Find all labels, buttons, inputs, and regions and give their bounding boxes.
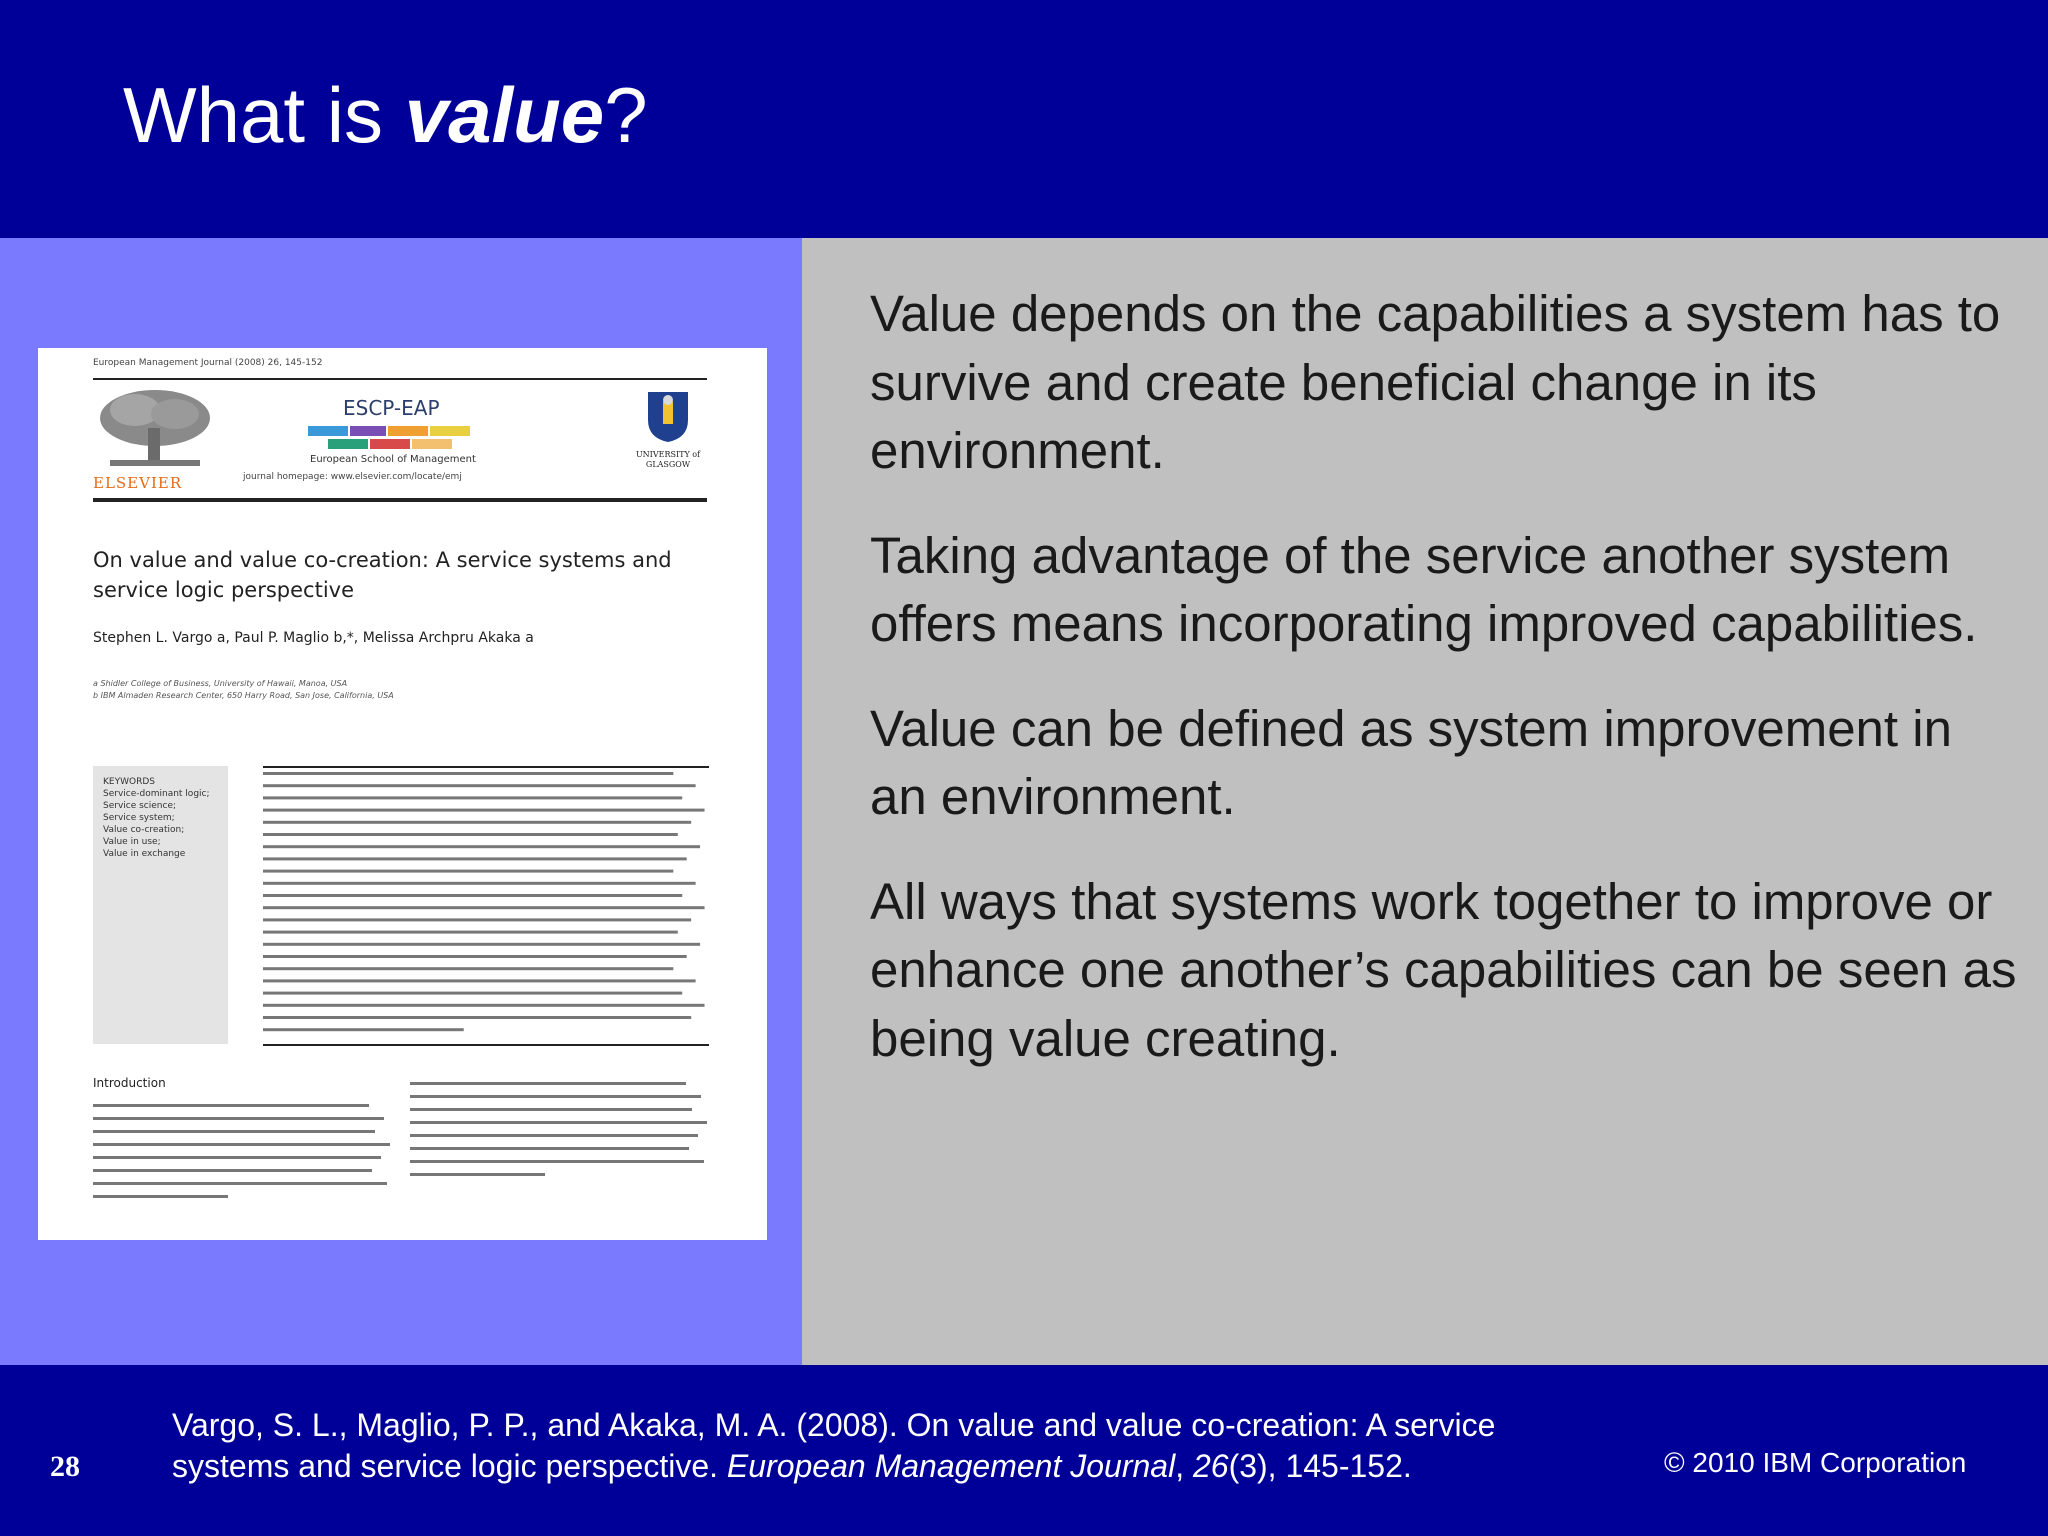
journal-homepage: journal homepage: www.elsevier.com/locate/emj	[243, 472, 462, 482]
keywords-list	[103, 776, 210, 860]
text-line	[263, 821, 691, 824]
school-name: European School of Management	[310, 454, 476, 465]
text-line	[263, 784, 696, 787]
keyword-item: Value co-creation;	[103, 825, 185, 835]
text-line	[93, 1182, 387, 1185]
citation-journal: European Management Journal	[726, 1448, 1176, 1484]
bullet-item: All ways that systems work together to improve or enhance one another’s capabilities can be seen as being value creating.	[870, 872, 2017, 1067]
affiliation-2: b IBM Almaden Research Center, 650 Harry Road, San Jose, California, USA	[93, 691, 394, 700]
text-line	[410, 1173, 545, 1176]
text-line	[410, 1095, 701, 1098]
text-line	[263, 931, 678, 934]
bullet-list	[870, 280, 2020, 1109]
text-line	[263, 796, 682, 799]
text-line	[93, 1195, 228, 1198]
elsevier-tree-logo	[90, 388, 220, 468]
intro-text-right	[410, 1078, 710, 1188]
text-line	[93, 1169, 372, 1172]
text-line	[263, 906, 705, 909]
text-line	[410, 1082, 686, 1085]
citation	[172, 1405, 1495, 1487]
escp-color-bars	[308, 424, 478, 452]
paper-title: On value and value co-creation: A service systems and service logic perspective	[93, 548, 672, 602]
citation-line-1: Vargo, S. L., Maglio, P. P., and Akaka, M. A. (2008). On value and value co-creation: A service	[172, 1407, 1496, 1443]
paper-rule-top	[93, 378, 707, 380]
text-line	[263, 833, 678, 836]
text-line	[263, 894, 682, 897]
keyword-item: Service science;	[103, 801, 177, 811]
text-line	[263, 992, 682, 995]
keyword-item: Value in use;	[103, 837, 161, 847]
bullet-item: Value depends on the capabilities a system has to survive and create beneficial change in its environment.	[870, 285, 2001, 479]
text-line	[263, 979, 696, 982]
elsevier-wordmark: ELSEVIER	[93, 474, 183, 492]
citation-separator: ,	[1175, 1448, 1193, 1484]
text-line	[410, 1134, 698, 1137]
text-line	[263, 870, 673, 873]
slide-title	[123, 70, 648, 161]
text-line	[263, 882, 696, 885]
summary-rule-bottom	[263, 1044, 709, 1046]
text-line	[263, 1016, 691, 1019]
introduction-heading: Introduction	[93, 1076, 166, 1090]
citation-line-2	[172, 1446, 1495, 1487]
paper-affiliations	[93, 678, 394, 702]
paper-authors: Stephen L. Vargo a, Paul P. Maglio b,*, Melissa Archpru Akaka a	[93, 630, 534, 646]
keyword-item: Service-dominant logic;	[103, 789, 210, 799]
university-crest-icon	[646, 390, 690, 444]
page-number: 28	[50, 1450, 80, 1483]
keywords-heading: KEYWORDS	[103, 777, 155, 787]
title-emphasis: value	[404, 71, 605, 159]
paper-thumbnail	[38, 348, 767, 1240]
keyword-item: Service system;	[103, 813, 175, 823]
title-suffix: ?	[604, 71, 648, 159]
text-line	[410, 1108, 692, 1111]
citation-volume: 26	[1192, 1448, 1229, 1484]
bullet-item: Taking advantage of the service another system offers means incorporating improved capabilities.	[870, 526, 1978, 652]
text-line	[263, 772, 673, 775]
text-line	[263, 943, 700, 946]
text-line	[263, 1028, 464, 1031]
text-line	[410, 1160, 704, 1163]
bullet-item: Value can be defined as system improvement in an environment.	[870, 699, 1952, 825]
text-line	[93, 1143, 390, 1146]
affiliation-1: a Shidler College of Business, University of Hawaii, Manoa, USA	[93, 679, 348, 688]
copyright: © 2010 IBM Corporation	[1664, 1447, 1967, 1478]
title-prefix: What is	[123, 71, 405, 159]
citation-pages: (3), 145-152.	[1228, 1448, 1412, 1484]
text-line	[263, 1004, 705, 1007]
text-line	[263, 967, 673, 970]
text-line	[410, 1121, 707, 1124]
university-name: UNIVERSITY of GLASGOW	[635, 450, 701, 470]
text-line	[263, 845, 700, 848]
text-line	[93, 1104, 369, 1107]
text-line	[93, 1156, 381, 1159]
text-line	[410, 1147, 689, 1150]
keyword-item: Value in exchange	[103, 849, 186, 859]
abstract-text-block	[263, 768, 709, 1038]
text-line	[263, 809, 705, 812]
text-line	[263, 955, 687, 958]
paper-journal-line: European Management Journal (2008) 26, 145-152	[93, 358, 323, 368]
intro-text-left	[93, 1100, 393, 1220]
text-line	[93, 1130, 375, 1133]
paper-rule-header	[93, 498, 707, 502]
slide-header	[0, 0, 2048, 238]
text-line	[263, 857, 687, 860]
escp-logo-text: ESCP-EAP	[343, 396, 440, 420]
text-line	[263, 918, 691, 921]
text-line	[93, 1117, 384, 1120]
citation-text: systems and service logic perspective.	[172, 1448, 727, 1484]
